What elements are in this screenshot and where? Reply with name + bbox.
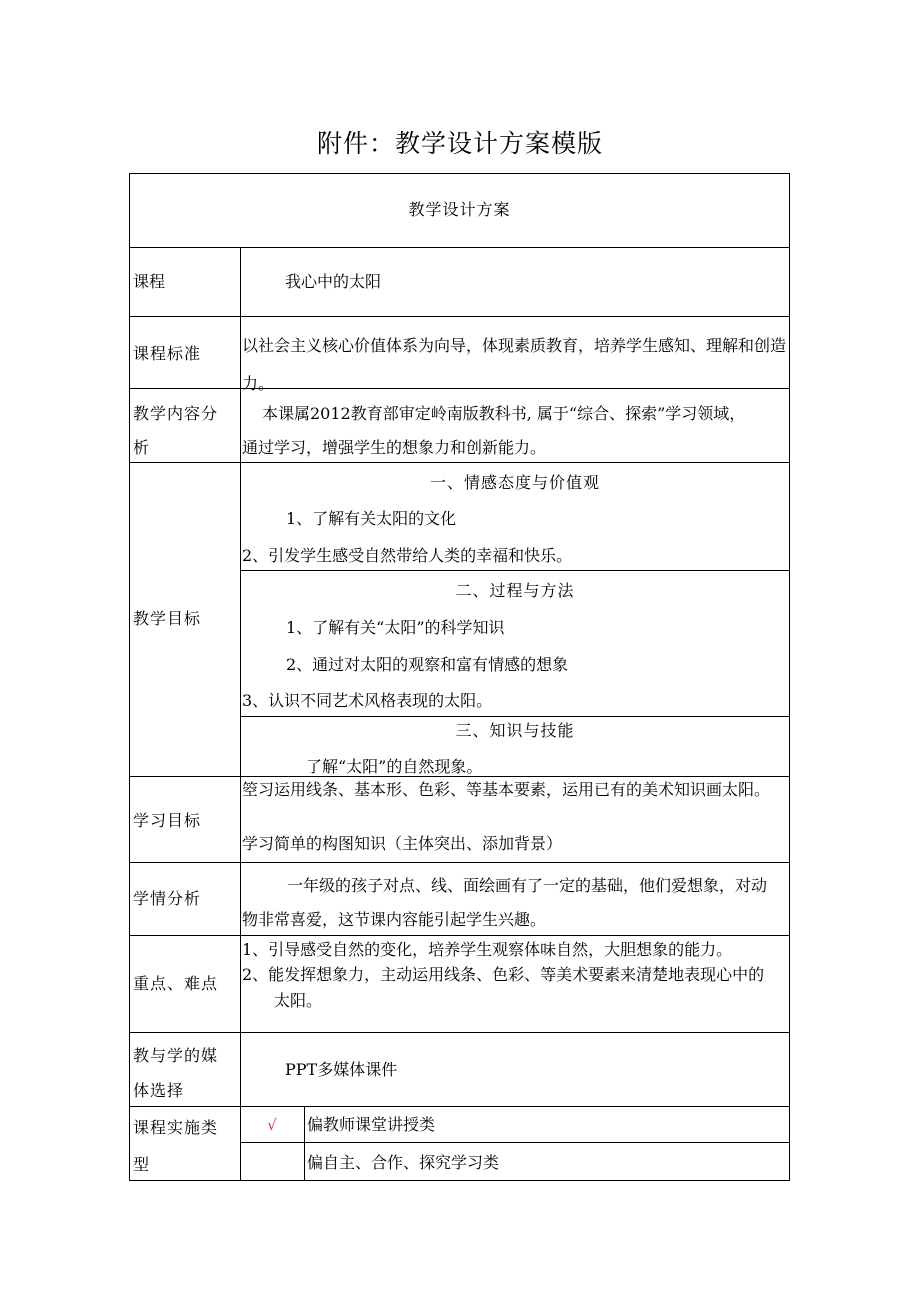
objective-item: 2、引发学生感受自然带给人类的幸福和快乐。 (242, 546, 573, 565)
content-analysis-label: 教学内容分 (133, 404, 219, 423)
objective-item: 1、了解有关太阳的文化 (286, 509, 457, 528)
standard-value: 以社会主义核心价值体系为向导，体现素质教育，培养学生感知、理解和创造力。 (242, 336, 787, 393)
table-rule (129, 247, 790, 248)
table-rule (304, 1106, 305, 1181)
course-label: 课程 (133, 272, 166, 291)
table-rule (129, 462, 790, 463)
key-points-label: 重点、难点 (133, 974, 219, 993)
key-point-item: 太阳。 (274, 991, 323, 1010)
table-rule (129, 935, 790, 936)
learner-analysis-label: 学情分析 (133, 889, 202, 908)
table-header: 教学设计方案 (408, 200, 511, 219)
media-label: 体选择 (133, 1081, 185, 1100)
objective-item: 1、了解有关“太阳”的科学知识 (286, 618, 505, 637)
objectives-label: 教学目标 (133, 609, 202, 628)
table-rule (240, 247, 241, 1181)
objective-heading: 三、知识与技能 (455, 721, 575, 740)
content-analysis-text: 本课属2012教育部审定岭南版教科书, 属于“综合、探索”学习领域， (262, 404, 746, 423)
implementation-label: 型 (133, 1155, 151, 1174)
learning-goals-text: 箜习运用线条、基本形、色彩、等基本要素，运用已有的美术知识画太阳。 (242, 780, 771, 799)
course-value: 我心中的太阳 (285, 272, 382, 291)
key-point-item: 2、能发挥想象力，主动运用线条、色彩、等美术要素来清楚地表现心中的 (242, 965, 765, 984)
page-title: 附件：教学设计方案模版 (316, 129, 603, 158)
implementation-option: 偏教师课堂讲授类 (307, 1115, 436, 1134)
implementation-label: 课程实施类 (133, 1118, 219, 1137)
learning-goals-text: 学习简单的构图知识（主体突出、添加背景） (242, 834, 563, 853)
content-analysis-label: 析 (133, 438, 151, 457)
implementation-option: 偏自主、合作、探究学习类 (307, 1153, 500, 1172)
objective-item: 3、认识不同艺术风格表现的太阳。 (242, 691, 493, 710)
content-analysis-text: 通过学习，增强学生的想象力和创新能力。 (242, 438, 547, 457)
objective-heading: 二、过程与方法 (455, 581, 575, 600)
table-rule (129, 1106, 790, 1107)
learner-analysis-text: 一年级的孩子对点、线、面绘画有了一定的基础，他们爱想象，对动 (287, 876, 768, 895)
check-mark-icon: √ (267, 1116, 277, 1134)
table-rule (129, 316, 790, 317)
key-point-item: 1、引导感受自然的变化，培养学生观察体味自然，大胆想象的能力。 (242, 940, 733, 959)
objective-heading: 一、情感态度与价值观 (429, 473, 600, 492)
standard-label: 课程标准 (133, 344, 202, 363)
table-rule (240, 716, 790, 717)
media-value: PPT多媒体课件 (285, 1060, 398, 1079)
teaching-design-table (129, 173, 790, 1181)
learner-analysis-text: 物非常喜爱，这节课内容能引起学生兴趣。 (242, 910, 547, 929)
table-rule (129, 1032, 790, 1033)
objective-item: 2、通过对太阳的观察和富有情感的想象 (286, 655, 569, 674)
table-rule (240, 1142, 790, 1143)
media-label: 教与学的媒 (133, 1046, 219, 1065)
table-rule (240, 570, 790, 571)
learning-goals-label: 学习目标 (133, 811, 202, 830)
objective-item: 了解“太阳”的自然现象。 (306, 757, 483, 776)
table-rule (129, 862, 790, 863)
